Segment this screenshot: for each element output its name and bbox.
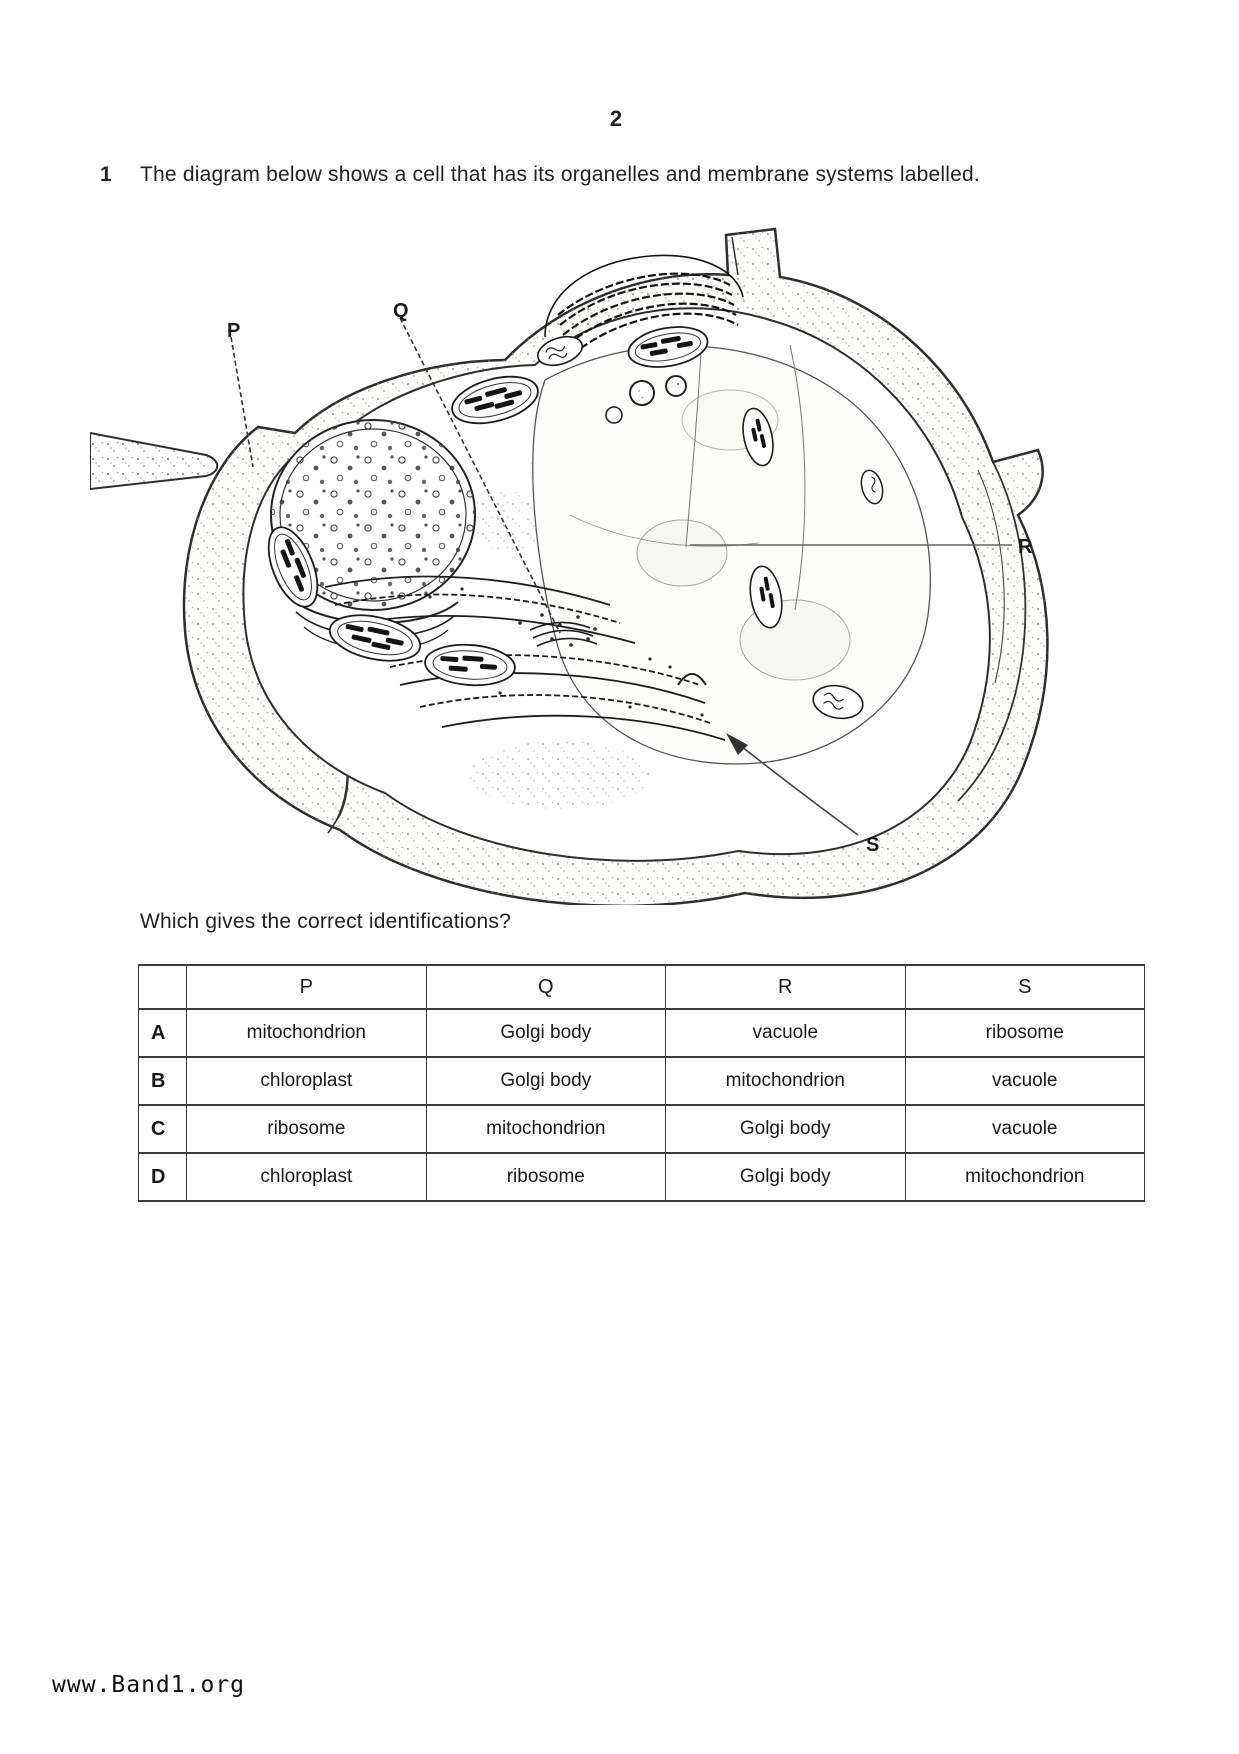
table-cell: mitochondrion [666, 1057, 905, 1105]
table-cell: Golgi body [666, 1153, 905, 1201]
table-row-b [139, 1057, 1145, 1105]
footer-url: www.Band1.org [52, 1672, 246, 1698]
table-cell: ribosome [187, 1105, 426, 1153]
label-p: P [227, 320, 241, 342]
table-cell: ribosome [905, 1009, 1145, 1057]
label-q: Q [393, 300, 409, 322]
option-letter: C [139, 1105, 187, 1153]
column-header-p: P [187, 965, 426, 1009]
table-cell: vacuole [666, 1009, 905, 1057]
page-number: 2 [609, 106, 623, 131]
table-cell: chloroplast [187, 1153, 426, 1201]
table-cell: vacuole [905, 1105, 1145, 1153]
table-cell: vacuole [905, 1057, 1145, 1105]
table-cell: mitochondrion [426, 1105, 665, 1153]
table-cell: Golgi body [666, 1105, 905, 1153]
table-cell: chloroplast [187, 1057, 426, 1105]
cell-diagram-svg [90, 215, 1150, 905]
column-header-s: S [905, 965, 1145, 1009]
column-header-r: R [666, 965, 905, 1009]
table-row-a [139, 1009, 1145, 1057]
question-text: The diagram below shows a cell that has its organelles and membrane systems labelled. [140, 163, 980, 186]
answer-table [138, 964, 1145, 1202]
table-row-d [139, 1153, 1145, 1201]
table-cell: mitochondrion [187, 1009, 426, 1057]
cell-diagram [90, 215, 1150, 905]
column-header-q: Q [426, 965, 665, 1009]
table-cell: ribosome [426, 1153, 665, 1201]
table-header-row [139, 965, 1145, 1009]
option-letter: A [139, 1009, 187, 1057]
question-number: 1 [100, 163, 112, 186]
table-corner-cell [139, 965, 187, 1009]
table-cell: mitochondrion [905, 1153, 1145, 1201]
option-letter: D [139, 1153, 187, 1201]
table-cell: Golgi body [426, 1057, 665, 1105]
label-s: S [866, 834, 880, 856]
question-line [100, 163, 1160, 187]
label-r: R [1018, 536, 1033, 558]
table-cell: Golgi body [426, 1009, 665, 1057]
option-letter: B [139, 1057, 187, 1105]
table-row-c [139, 1105, 1145, 1153]
prompt-text: Which gives the correct identifications? [140, 910, 511, 933]
